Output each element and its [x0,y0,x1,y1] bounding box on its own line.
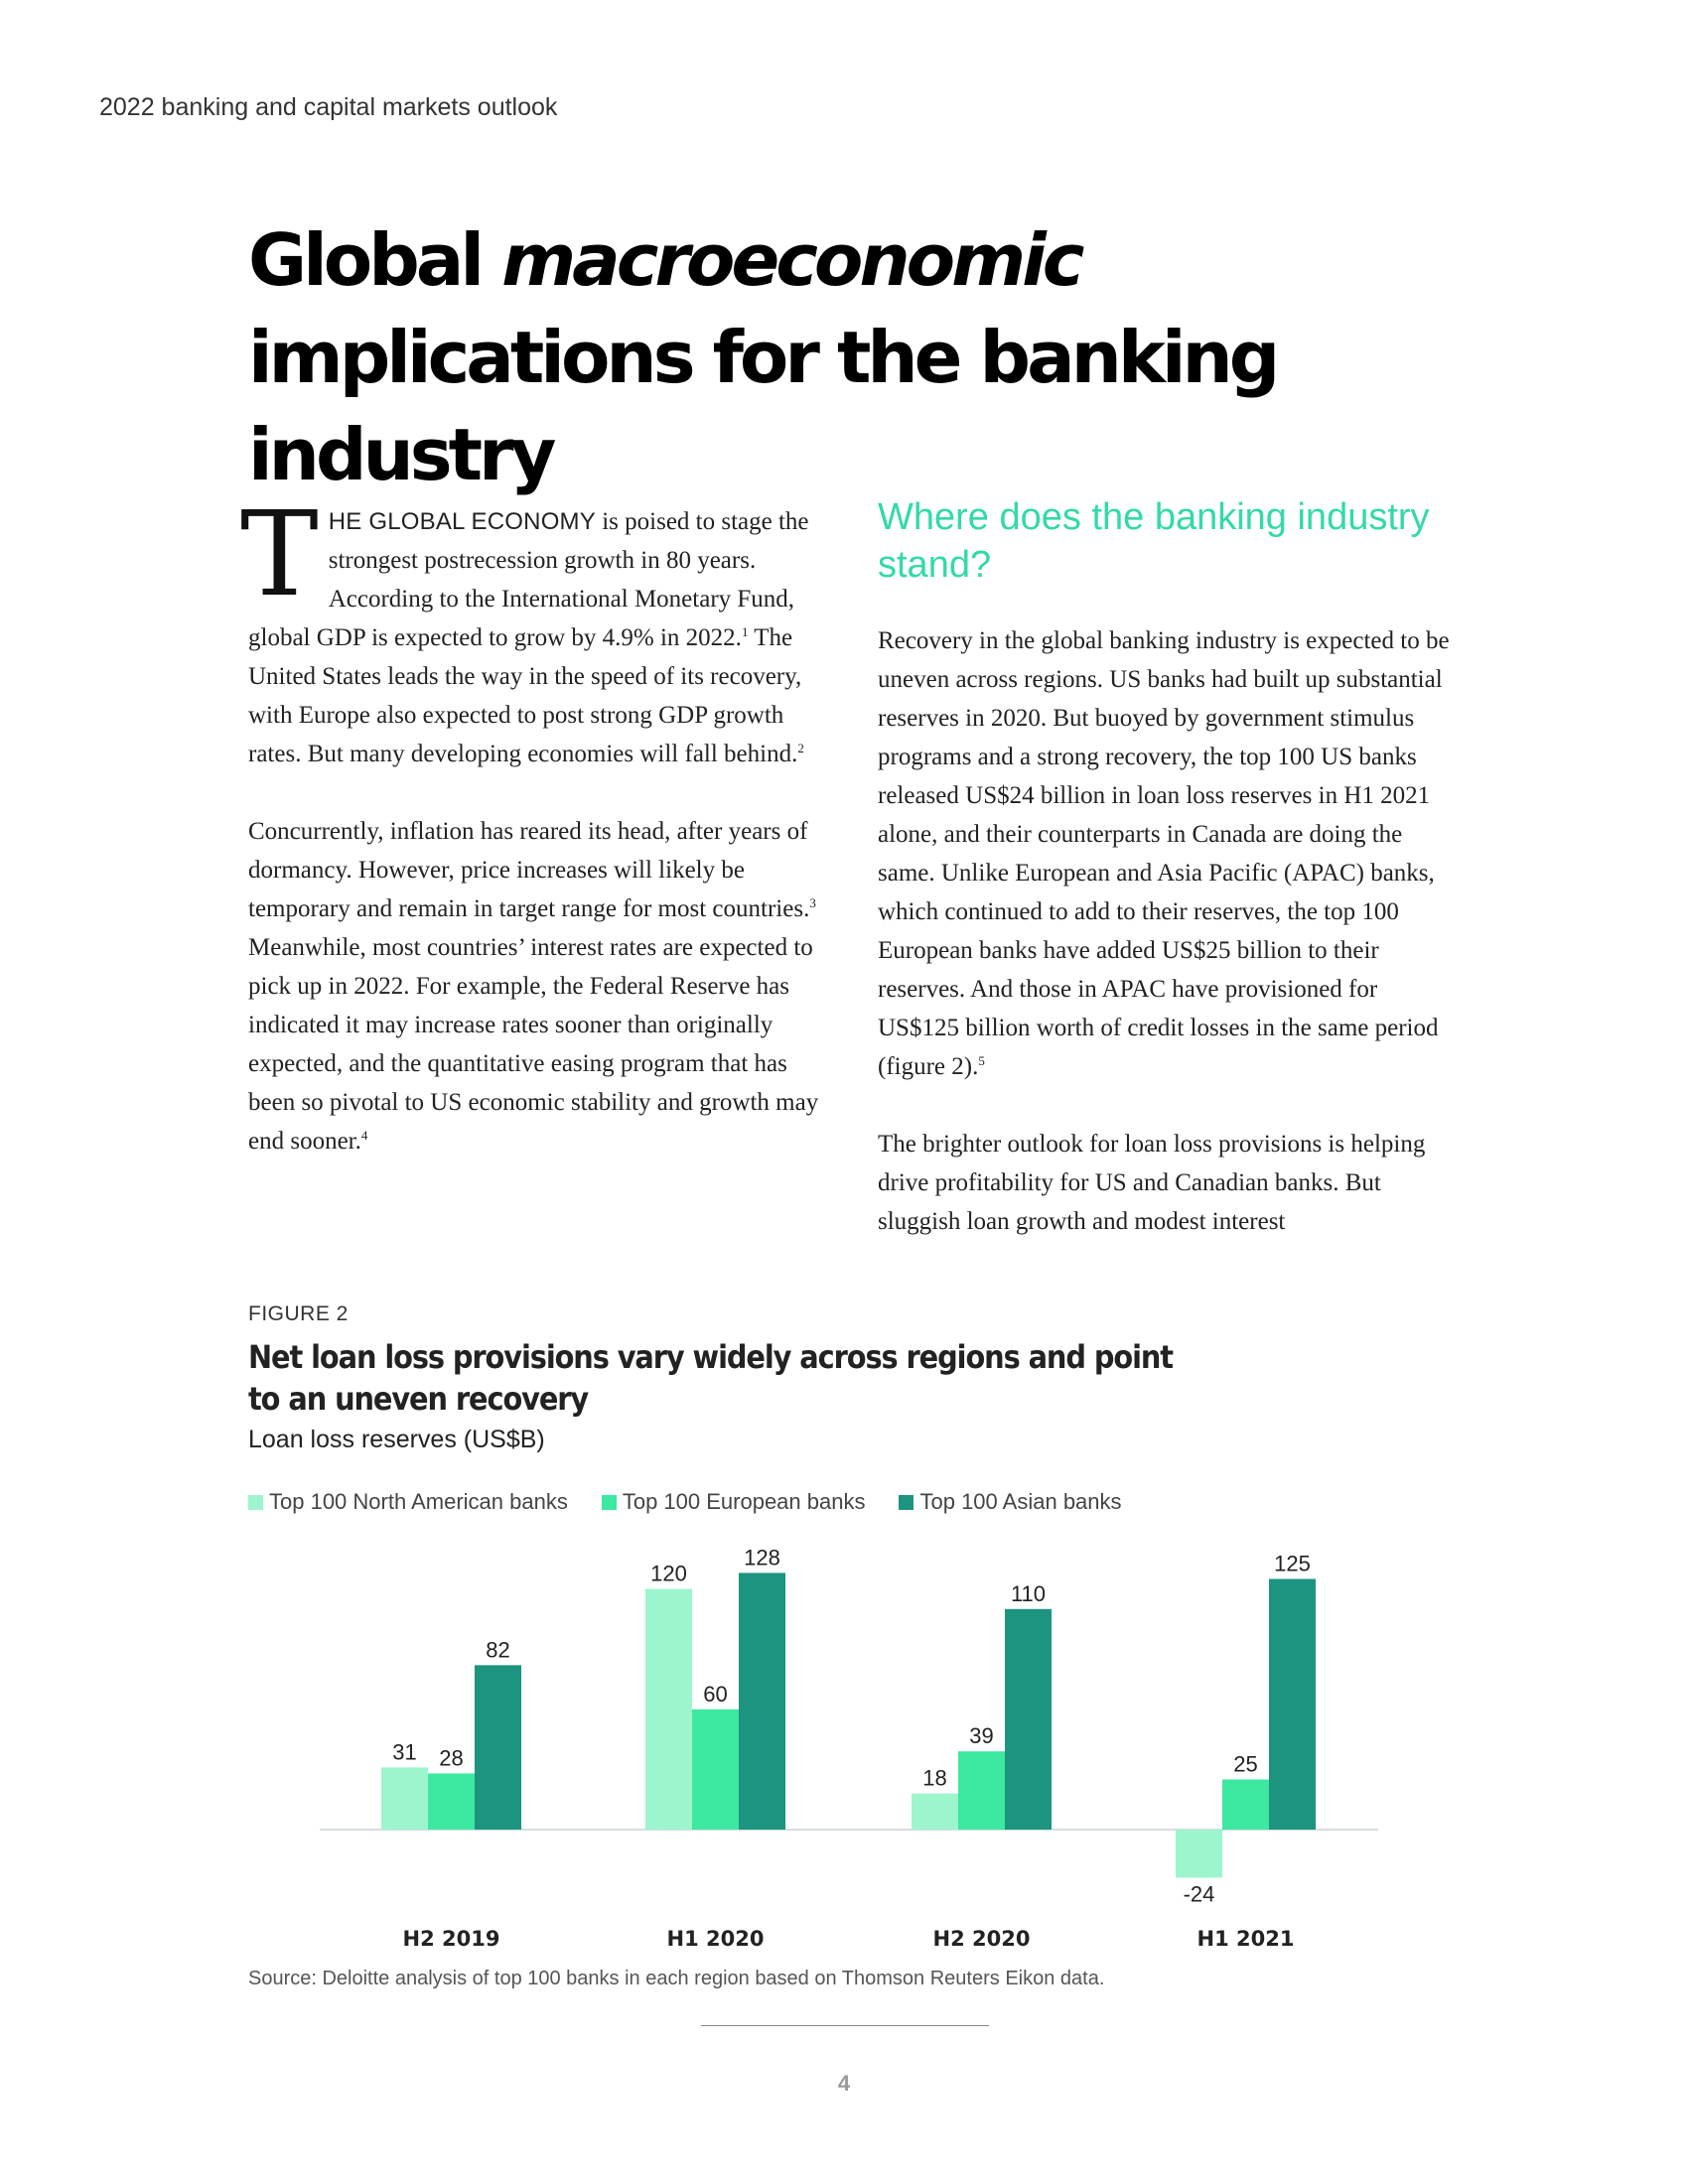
bar [1176,1830,1222,1877]
figure-label: FIGURE 2 [248,1302,349,1325]
page-title [248,211,1489,503]
figure-subtitle: Loan loss reserves (US$B) [248,1426,545,1453]
bar [739,1572,785,1830]
legend-swatch [602,1495,617,1510]
dropcap-letter: T [240,485,319,622]
page-number: 4 [837,2071,851,2096]
bar [692,1709,739,1830]
bar [645,1589,692,1830]
rp1: Recovery in the global banking industry is expected to be uneven across regions. US banks had built up substantial reserves in 2020. But buoyed by government stimulus programs and a strong recovery, the top 100 US banks released US$24 billion in loan loss reserves in H1 2021 alone, and their counterparts in Canada are doing the same. Unlike European and Asia Pacific (APAC) banks, which continued to add to their reserves, the top 100 European banks have added US$25 billion to their reserves. And those in APAC have provisioned for US$125 billion worth of credit losses in the same period (figure 2). [878,627,1450,1080]
footnote-3: 3 [809,895,816,910]
bar-value-label: 31 [392,1739,417,1765]
p2-b: Meanwhile, most countries’ interest rates are expected to pick up in 2022. For example, the Federal Reserve has indicated it may increase rates sooner than originally expected, and the quantitative easing program that has been so pivotal to US economic stability and growth may end sooner. [248,934,819,1155]
title-italic: macroeconomic [501,218,1081,302]
legend-label: Top 100 Asian banks [919,1489,1122,1514]
bar [1269,1579,1316,1831]
legend-item-european [602,1489,866,1515]
p2-a: Concurrently, inflation has reared its head, after years of dormancy. However, price increases will likely be temporary and remain in target range for most countries. [248,818,810,922]
bar-value-label: 39 [969,1723,994,1749]
bar-value-label: 125 [1274,1551,1311,1576]
footnote-2: 2 [797,741,804,755]
bar [428,1773,475,1830]
section-heading: Where does the banking industry stand? [878,496,1430,586]
legend-label: Top 100 European banks [622,1489,866,1514]
category-tick-label: H1 2021 [1196,1927,1295,1951]
running-head: 2022 banking and capital markets outlook [99,93,558,121]
bar-value-label: 60 [703,1681,728,1706]
legend-item-asian [899,1489,1121,1515]
p1-b: The United States leads the way in the speed of its recovery, with Europe also expected to post strong GDP growth rates. But many developing economies will fall behind. [248,624,802,767]
bar [1005,1609,1052,1830]
category-tick-label: H1 2020 [666,1927,765,1951]
legend-swatch [248,1495,263,1510]
bar [1222,1780,1269,1831]
title-part2: implications for the banking industry [248,316,1277,496]
legend-swatch [899,1495,914,1510]
bar-value-label: -24 [1183,1881,1215,1907]
bar-value-label: 120 [650,1561,687,1586]
bar-value-label: 25 [1233,1751,1258,1777]
footer-divider [701,2025,989,2026]
inflation-paragraph [248,812,824,1160]
bar [958,1751,1005,1830]
figure-source: Source: Deloitte analysis of top 100 banks in each region based on Thomson Reuters Eikon data. [248,1968,1105,1989]
right-column [878,621,1454,1280]
category-tick-label: H2 2020 [932,1927,1031,1951]
bar-value-label: 110 [1010,1580,1047,1606]
category-tick-label: H2 2019 [402,1927,500,1951]
figure-title: Net loan loss provisions vary widely across regions and point to an uneven recovery [248,1338,1173,1418]
legend-label: Top 100 North American banks [269,1489,568,1514]
bar [381,1767,428,1830]
lead-caps: HE GLOBAL ECONOMY [328,508,596,535]
left-column [240,485,824,1199]
bar-value-label: 28 [439,1745,464,1771]
bar-value-label: 18 [922,1765,947,1791]
footnote-4: 4 [360,1128,368,1143]
outlook-paragraph: The brighter outlook for loan loss provisions is helping drive profitability for US and Canadian banks. But sluggish loan growth and modest interest [878,1131,1426,1235]
bar [475,1665,521,1830]
bar [912,1794,958,1830]
chart-legend [248,1489,1122,1515]
intro-paragraph [240,485,824,773]
legend-item-north-american [248,1489,568,1515]
bar-value-label: 82 [486,1637,510,1663]
footnote-1: 1 [741,624,749,639]
bar-value-label: 128 [744,1545,780,1570]
footnote-5: 5 [978,1053,985,1068]
p1-a: is poised to stage the strongest postrecession growth in 80 years. According to the International Monetary Fund, global GDP is expected to grow by 4.9% in 2022. [248,508,809,651]
title-part1: Global [248,218,502,302]
recovery-paragraph [878,621,1454,1086]
